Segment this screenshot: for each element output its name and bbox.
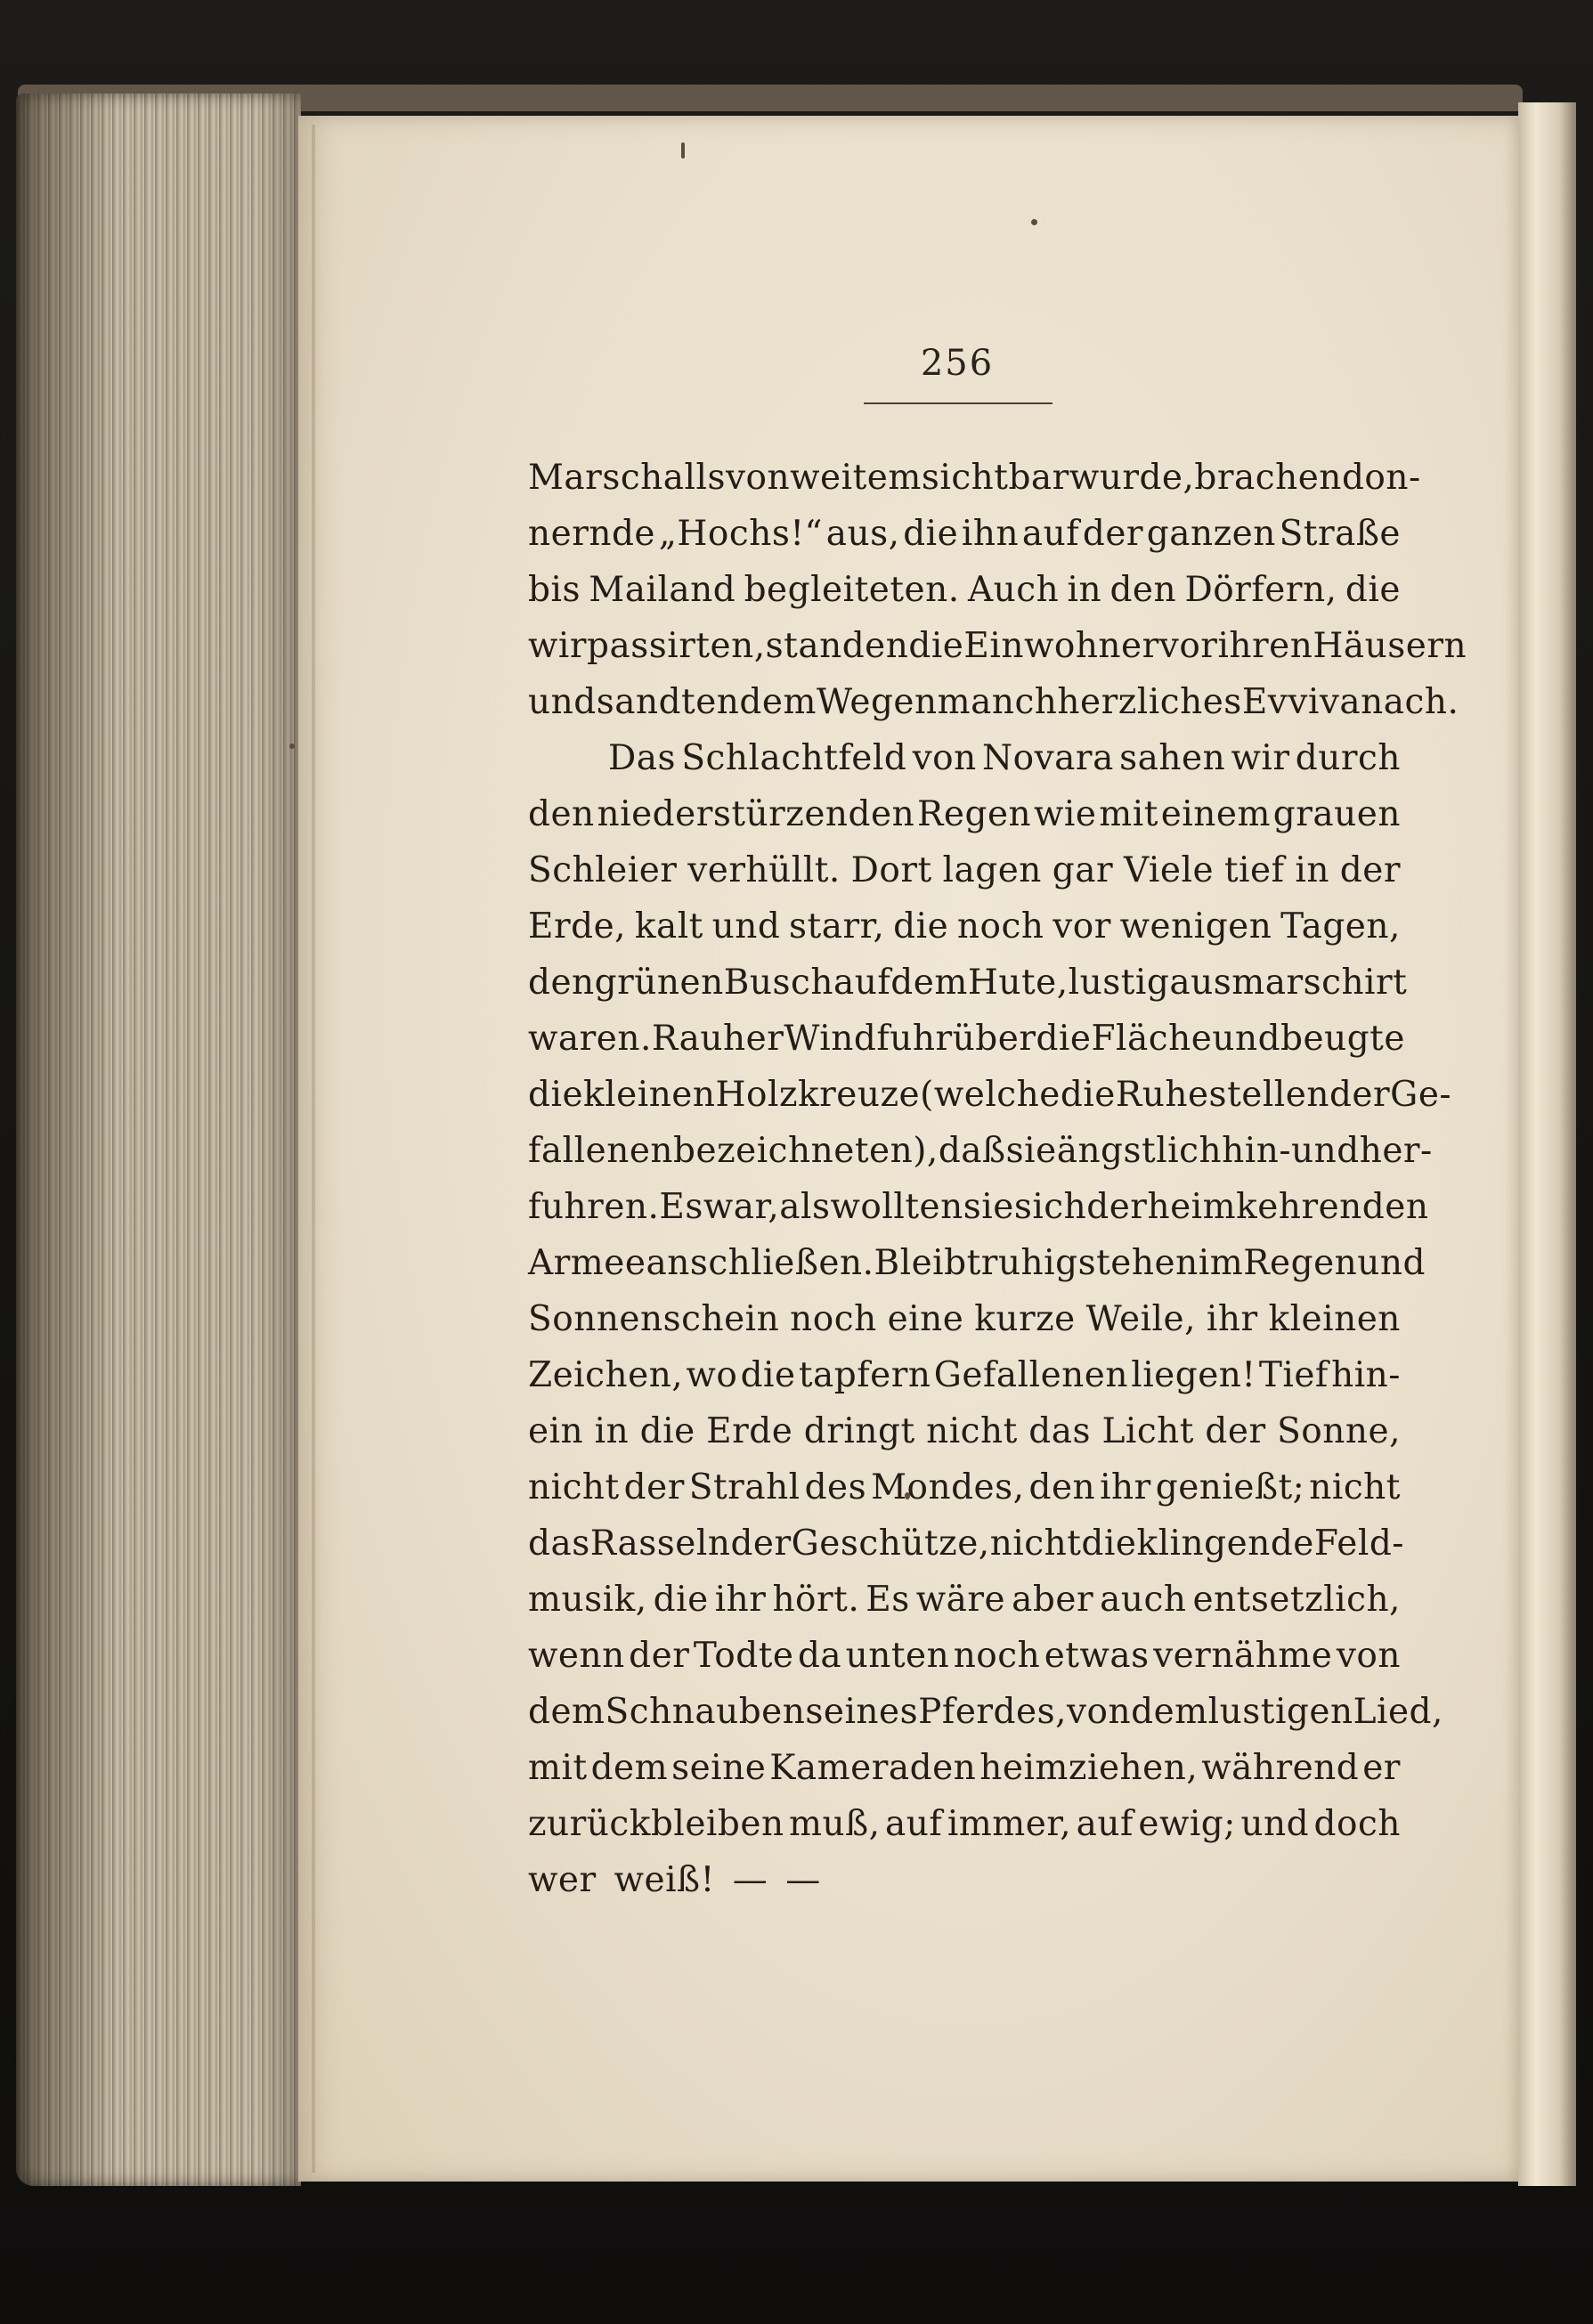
word: Schleier xyxy=(528,850,678,890)
word: Novara xyxy=(982,738,1114,778)
word: auf xyxy=(1021,514,1080,554)
word: in xyxy=(594,1411,630,1451)
word: sich xyxy=(1013,1187,1087,1227)
word: Strahl xyxy=(688,1467,801,1507)
word: heimkehrenden xyxy=(1147,1187,1429,1227)
paper-speck xyxy=(289,744,295,749)
word: kleinen xyxy=(583,1075,716,1115)
word: der xyxy=(629,1636,690,1676)
word: wurde, xyxy=(1069,458,1195,498)
text-line xyxy=(528,730,1401,786)
word: sandten xyxy=(596,682,740,722)
word: manch xyxy=(937,682,1058,722)
facing-page-edge xyxy=(1518,102,1576,2186)
word: mit xyxy=(1099,794,1158,834)
word: mit xyxy=(528,1748,588,1788)
word: bis xyxy=(528,570,581,610)
word: Weile, xyxy=(1085,1299,1196,1339)
word: Licht xyxy=(1101,1411,1194,1451)
word: ausmarschirt xyxy=(1169,963,1408,1003)
word: liegen! xyxy=(1131,1355,1256,1395)
word: Dörfern, xyxy=(1184,570,1337,610)
paper-speck xyxy=(681,142,685,158)
word: ängstlich xyxy=(1056,1131,1223,1171)
word: wer xyxy=(528,1860,597,1900)
word: Marschalls xyxy=(528,458,727,498)
word: vor xyxy=(1053,906,1111,947)
word: im xyxy=(1198,1243,1244,1283)
word: genießt; xyxy=(1155,1467,1305,1507)
word: der xyxy=(623,1467,685,1507)
word: wenn xyxy=(528,1636,625,1676)
word: stehen xyxy=(1077,1243,1199,1283)
word: Gefallenen xyxy=(933,1355,1128,1395)
word: Straße xyxy=(1279,514,1401,554)
word: Regen xyxy=(917,794,1032,834)
text-line xyxy=(528,1628,1401,1684)
word: den xyxy=(1028,1467,1096,1507)
word: die xyxy=(1081,1524,1137,1564)
word: Dort xyxy=(850,850,932,890)
word: entsetzlich, xyxy=(1192,1580,1401,1620)
word: der xyxy=(1082,514,1144,554)
text-line xyxy=(528,562,1401,618)
text-line xyxy=(528,786,1401,842)
word: doch xyxy=(1313,1804,1401,1844)
word: da xyxy=(797,1636,842,1676)
word: heimziehen, xyxy=(979,1748,1199,1788)
word: daß xyxy=(938,1131,1006,1171)
word: Busch xyxy=(723,963,833,1003)
word: beugte xyxy=(1280,1019,1405,1059)
word: dem xyxy=(1131,1692,1208,1732)
word: Fläche xyxy=(1091,1019,1213,1059)
word: wollten xyxy=(830,1187,963,1227)
page-number: 256 xyxy=(920,343,995,384)
word: standen xyxy=(765,626,909,666)
text-line xyxy=(528,1572,1401,1628)
word: war, xyxy=(703,1187,780,1227)
word: Schnauben xyxy=(605,1692,806,1732)
word: hin- xyxy=(1222,1131,1292,1171)
text-line xyxy=(528,1515,1404,1572)
word: hin- xyxy=(1331,1355,1401,1395)
word: von xyxy=(1336,1636,1401,1676)
word: die xyxy=(653,1580,709,1620)
text-line xyxy=(528,1291,1401,1347)
word: Rauher xyxy=(651,1019,784,1059)
word: von xyxy=(1067,1692,1132,1732)
word: nicht xyxy=(528,1467,620,1507)
word: in xyxy=(1067,570,1102,610)
word: und xyxy=(1240,1804,1310,1844)
word: etwas xyxy=(1044,1636,1150,1676)
word: fuhr xyxy=(876,1019,953,1059)
word: Es xyxy=(866,1580,910,1620)
word: wo xyxy=(686,1355,738,1395)
word: kurze xyxy=(974,1299,1076,1339)
word: einem xyxy=(1160,794,1271,834)
word: wenigen xyxy=(1119,906,1272,947)
word: die xyxy=(903,514,959,554)
word: tapfern xyxy=(798,1355,931,1395)
word: unten xyxy=(845,1636,950,1676)
word: und xyxy=(1357,1243,1426,1283)
text-line xyxy=(528,1347,1401,1403)
word: kleinen xyxy=(1268,1299,1401,1339)
text-line xyxy=(528,1123,1433,1179)
word: Lied, xyxy=(1353,1692,1443,1732)
word: starr, xyxy=(789,906,885,947)
word: der xyxy=(1339,850,1401,890)
word: bezeichneten), xyxy=(673,1131,939,1171)
word: — xyxy=(732,1860,768,1900)
word: der xyxy=(1329,1075,1391,1115)
word: der xyxy=(730,1524,792,1564)
word: seines xyxy=(805,1692,919,1732)
word: nernde xyxy=(528,514,656,554)
text-line xyxy=(528,955,1408,1011)
word: die xyxy=(1036,1019,1092,1059)
word: Tief xyxy=(1258,1355,1329,1395)
word: weitem xyxy=(790,458,922,498)
word: seine xyxy=(671,1748,767,1788)
word: er xyxy=(1362,1748,1401,1788)
word: Sonne, xyxy=(1277,1411,1401,1451)
word: Auch xyxy=(967,570,1060,610)
paper-speck xyxy=(1031,219,1037,225)
word: vor xyxy=(1158,626,1218,666)
word: die xyxy=(740,1355,796,1395)
word: brachen xyxy=(1194,458,1342,498)
word: niederstürzenden xyxy=(597,794,915,834)
word: noch xyxy=(956,906,1044,947)
word: (welche xyxy=(920,1075,1061,1115)
word: fallenen xyxy=(528,1131,674,1171)
word: Häusern xyxy=(1313,626,1467,666)
word: noch xyxy=(790,1299,877,1339)
text-line xyxy=(528,1852,1401,1908)
word: nicht xyxy=(926,1411,1018,1451)
word: dem xyxy=(590,1748,669,1788)
word: als xyxy=(779,1187,831,1227)
word: nach. xyxy=(1361,682,1459,722)
word: des xyxy=(804,1467,867,1507)
word: Wegen xyxy=(816,682,938,722)
word: Wind xyxy=(784,1019,877,1059)
word: vernähme xyxy=(1153,1636,1333,1676)
word: auf xyxy=(1076,1804,1134,1844)
word: nicht xyxy=(989,1524,1082,1564)
word: und xyxy=(528,682,597,722)
word: auch xyxy=(1100,1580,1187,1620)
word: sahen xyxy=(1119,738,1226,778)
word: ganzen xyxy=(1146,514,1276,554)
word: der xyxy=(1205,1411,1266,1451)
text-line xyxy=(528,898,1401,955)
word: lagen xyxy=(942,850,1042,890)
word: Mondes, xyxy=(871,1467,1025,1507)
word: aber xyxy=(1012,1580,1094,1620)
word: dem xyxy=(890,963,968,1003)
word: herzliches xyxy=(1057,682,1242,722)
word: wir xyxy=(528,626,587,666)
word: auf xyxy=(885,1804,943,1844)
word: Ruhestellen xyxy=(1115,1075,1329,1115)
word: Geschütze, xyxy=(791,1524,990,1564)
word: dringt xyxy=(803,1411,915,1451)
word: den xyxy=(528,794,595,834)
word: „Hochs!“ xyxy=(658,514,823,554)
header-rule xyxy=(864,402,1053,404)
word: lustig xyxy=(1068,963,1170,1003)
word: hört. xyxy=(772,1580,860,1620)
word: zurückbleiben xyxy=(528,1804,784,1844)
word: ewig; xyxy=(1138,1804,1236,1844)
text-line xyxy=(528,1796,1401,1852)
word: und xyxy=(1212,1019,1281,1059)
text-line xyxy=(528,1179,1429,1235)
word: Rasseln xyxy=(589,1524,731,1564)
word: Sonnenschein xyxy=(528,1299,780,1339)
word: Erde, xyxy=(528,906,627,947)
word: tief xyxy=(1223,850,1285,890)
word: Evviva xyxy=(1241,682,1361,722)
text-line xyxy=(528,618,1467,674)
word: ihn xyxy=(961,514,1020,554)
word: fuhren. xyxy=(528,1187,660,1227)
word: Einwohner xyxy=(963,626,1159,666)
word: ihr xyxy=(714,1580,767,1620)
word: grünen xyxy=(594,963,724,1003)
word: ein xyxy=(528,1411,584,1451)
text-line xyxy=(528,1235,1426,1291)
word: Feld- xyxy=(1313,1524,1404,1564)
word: dem xyxy=(528,1692,606,1732)
word: und xyxy=(1291,1131,1360,1171)
word: Zeichen, xyxy=(528,1355,684,1395)
body-text xyxy=(528,450,1467,1908)
word: von xyxy=(726,458,791,498)
word: Armee xyxy=(528,1243,646,1283)
word: die xyxy=(908,626,964,666)
page-block-shadow xyxy=(16,93,301,2186)
word: passirten, xyxy=(587,626,766,666)
word: verhüllt. xyxy=(687,850,841,890)
word: ihr xyxy=(1206,1299,1258,1339)
word: Hute, xyxy=(967,963,1069,1003)
page-gutter xyxy=(312,125,315,2173)
word: über xyxy=(952,1019,1036,1059)
word: begleiteten. xyxy=(744,570,960,610)
word: die xyxy=(1345,570,1401,610)
word: Todte xyxy=(693,1636,794,1676)
text-line xyxy=(528,1684,1443,1740)
word: den xyxy=(528,963,595,1003)
word: Erde xyxy=(706,1411,793,1451)
word: Mailand xyxy=(589,570,736,610)
word: die xyxy=(1060,1075,1116,1115)
word: waren. xyxy=(528,1019,652,1059)
word: klingende xyxy=(1136,1524,1314,1564)
word: Pferdes, xyxy=(918,1692,1067,1732)
word: Das xyxy=(608,738,677,778)
word: Viele xyxy=(1123,850,1215,890)
word: Tagen, xyxy=(1280,906,1401,947)
word: Bleibt xyxy=(874,1243,981,1283)
word: her- xyxy=(1359,1131,1433,1171)
word: den xyxy=(1109,570,1177,610)
text-line xyxy=(528,842,1401,898)
word: noch xyxy=(953,1636,1041,1676)
word: Kameraden xyxy=(769,1748,977,1788)
word: wir xyxy=(1231,738,1290,778)
word: in xyxy=(1295,850,1329,890)
text-line xyxy=(528,674,1459,730)
word: musik, xyxy=(528,1580,647,1620)
word: dem xyxy=(739,682,817,722)
word: die xyxy=(893,906,949,947)
word: durch xyxy=(1295,738,1401,778)
word: gar xyxy=(1052,850,1114,890)
word: die xyxy=(528,1075,584,1115)
text-line xyxy=(528,506,1401,562)
word: das xyxy=(1028,1411,1091,1451)
word: anschließen. xyxy=(646,1243,874,1283)
word: ihr xyxy=(1100,1467,1151,1507)
word: aus, xyxy=(825,514,900,554)
word: Es xyxy=(659,1187,703,1227)
word: Ge- xyxy=(1390,1075,1452,1115)
word: sie xyxy=(963,1187,1014,1227)
word: wäre xyxy=(915,1580,1006,1620)
text-line xyxy=(528,1740,1401,1796)
text-line xyxy=(528,450,1421,506)
word: auf xyxy=(833,963,891,1003)
word: das xyxy=(528,1524,590,1564)
text-line xyxy=(528,1459,1401,1515)
word: Schlachtfeld xyxy=(681,738,907,778)
word: und xyxy=(711,906,781,947)
word: weiß! xyxy=(614,1860,715,1900)
word: kalt xyxy=(634,906,703,947)
text-line xyxy=(528,1011,1405,1067)
word: sie xyxy=(1005,1131,1057,1171)
word: grauen xyxy=(1272,794,1401,834)
word: ihren xyxy=(1217,626,1313,666)
word: — xyxy=(785,1860,821,1900)
word: muß, xyxy=(789,1804,881,1844)
text-line xyxy=(528,1403,1401,1459)
word: sichtbar xyxy=(921,458,1069,498)
word: Holzkreuze xyxy=(715,1075,921,1115)
word: von xyxy=(912,738,977,778)
word: lustigen xyxy=(1207,1692,1353,1732)
word: immer, xyxy=(947,1804,1072,1844)
word: während xyxy=(1201,1748,1360,1788)
word: die xyxy=(639,1411,695,1451)
word: der xyxy=(1086,1187,1148,1227)
word: wie xyxy=(1033,794,1097,834)
word: ruhig xyxy=(980,1243,1078,1283)
word: don- xyxy=(1341,458,1421,498)
word: Regen xyxy=(1243,1243,1358,1283)
word: eine xyxy=(887,1299,964,1339)
word: nicht xyxy=(1309,1467,1401,1507)
text-line xyxy=(528,1067,1452,1123)
